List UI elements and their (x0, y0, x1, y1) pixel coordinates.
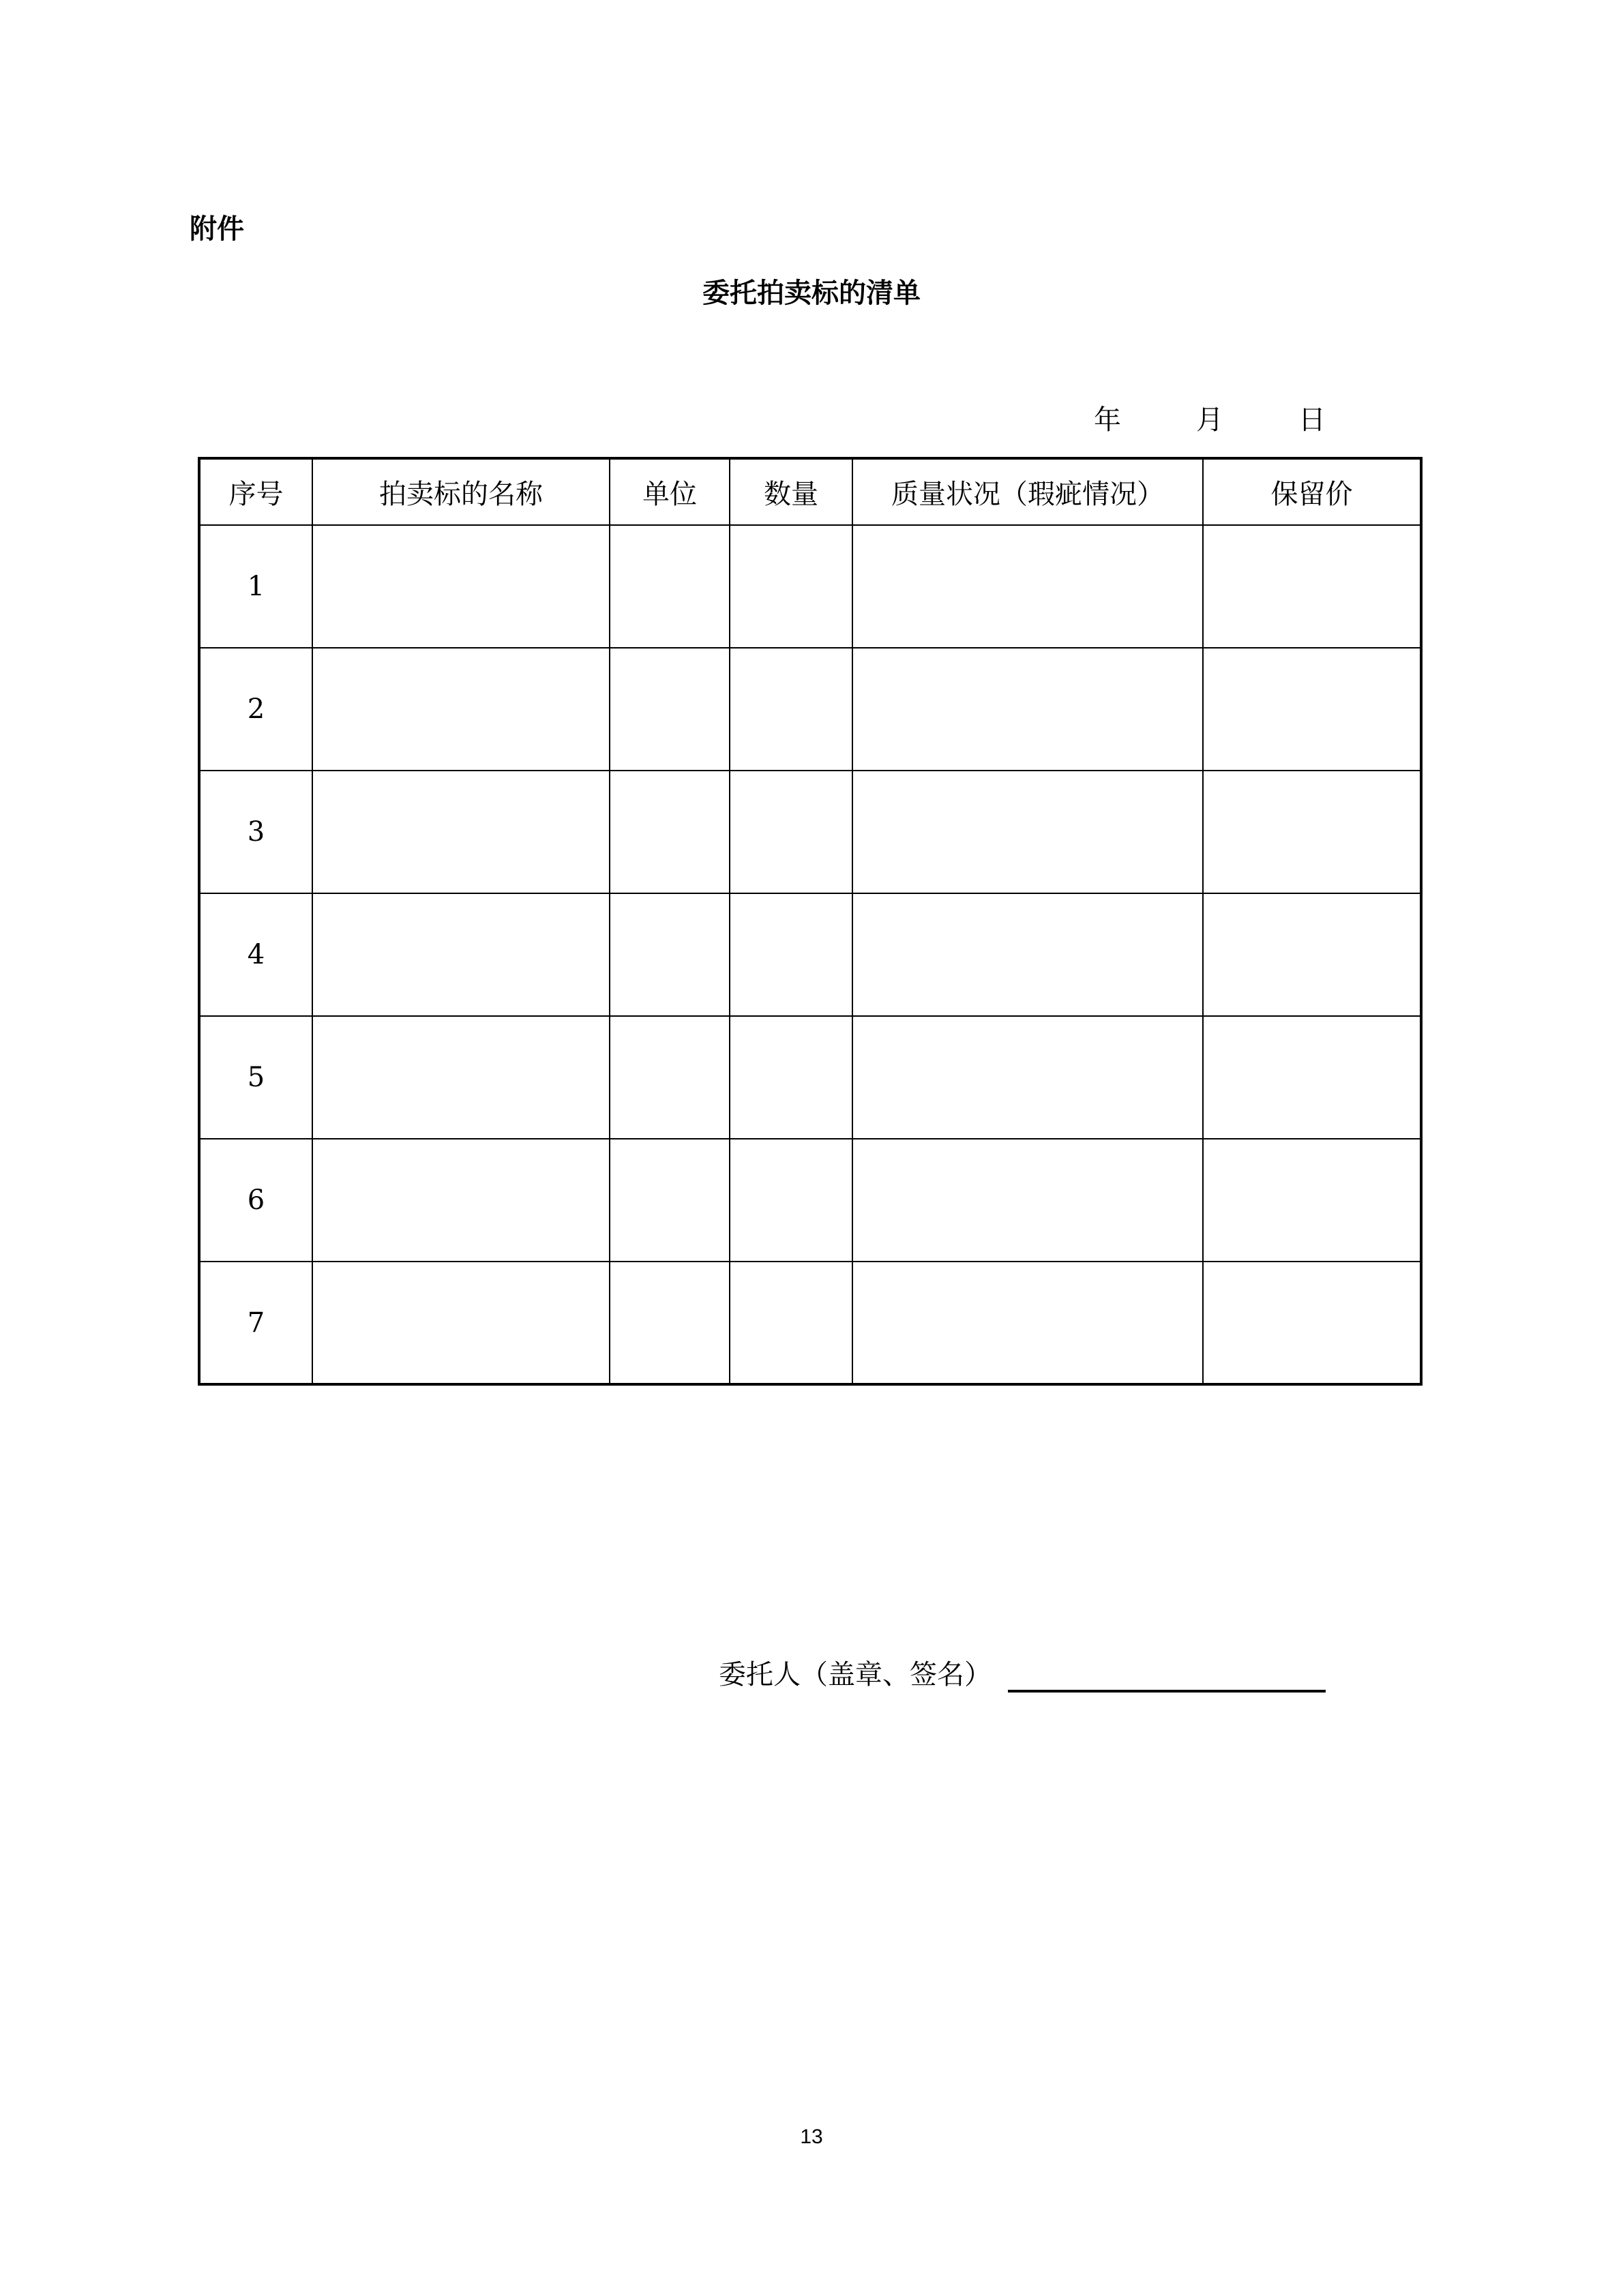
page-title: 委托拍卖标的清单 (702, 278, 921, 309)
row-number-cell: 2 (199, 648, 312, 771)
quantity-cell[interactable] (730, 525, 852, 648)
quality-cell[interactable] (852, 1139, 1203, 1262)
column-header-item-name: 拍卖标的名称 (312, 458, 610, 525)
unit-cell[interactable] (610, 893, 730, 1016)
unit-cell[interactable] (610, 771, 730, 893)
auction-items-table (198, 457, 1423, 1386)
unit-cell[interactable] (610, 1139, 730, 1262)
item-name-cell[interactable] (312, 1139, 610, 1262)
row-number-cell: 5 (199, 1016, 312, 1139)
row-number-cell: 6 (199, 1139, 312, 1262)
quantity-cell[interactable] (730, 1139, 852, 1262)
table-row (199, 648, 1421, 771)
date-year-label: 年 (1094, 404, 1121, 436)
column-header-reserve-price: 保留价 (1203, 458, 1421, 525)
table-row (199, 893, 1421, 1016)
unit-cell[interactable] (610, 525, 730, 648)
reserve-price-cell[interactable] (1203, 1016, 1421, 1139)
quantity-cell[interactable] (730, 1016, 852, 1139)
table-header-row (199, 458, 1421, 525)
item-name-cell[interactable] (312, 771, 610, 893)
reserve-price-cell[interactable] (1203, 648, 1421, 771)
quantity-cell[interactable] (730, 893, 852, 1016)
quality-cell[interactable] (852, 1262, 1203, 1384)
quality-cell[interactable] (852, 525, 1203, 648)
item-name-cell[interactable] (312, 648, 610, 771)
quality-cell[interactable] (852, 771, 1203, 893)
unit-cell[interactable] (610, 1262, 730, 1384)
row-number-cell: 4 (199, 893, 312, 1016)
quality-cell[interactable] (852, 648, 1203, 771)
row-number-cell: 1 (199, 525, 312, 648)
item-name-cell[interactable] (312, 1016, 610, 1139)
reserve-price-cell[interactable] (1203, 525, 1421, 648)
signature-label: 委托人（盖章、签名） (719, 1659, 992, 1690)
item-name-cell[interactable] (312, 1262, 610, 1384)
unit-cell[interactable] (610, 648, 730, 771)
signature-field[interactable] (1008, 1690, 1326, 1693)
quantity-cell[interactable] (730, 1262, 852, 1384)
reserve-price-cell[interactable] (1203, 1262, 1421, 1384)
table-row (199, 1016, 1421, 1139)
quantity-cell[interactable] (730, 648, 852, 771)
quantity-cell[interactable] (730, 771, 852, 893)
row-number-cell: 3 (199, 771, 312, 893)
unit-cell[interactable] (610, 1016, 730, 1139)
column-header-quantity: 数量 (730, 458, 852, 525)
quality-cell[interactable] (852, 1016, 1203, 1139)
column-header-unit: 单位 (610, 458, 730, 525)
item-name-cell[interactable] (312, 525, 610, 648)
item-name-cell[interactable] (312, 893, 610, 1016)
row-number-cell: 7 (199, 1262, 312, 1384)
column-header-no: 序号 (199, 458, 312, 525)
reserve-price-cell[interactable] (1203, 1139, 1421, 1262)
attachment-label: 附件 (190, 213, 244, 245)
date-day-label: 日 (1298, 404, 1326, 436)
table-row (199, 1262, 1421, 1384)
page-number: 13 (800, 2126, 823, 2148)
reserve-price-cell[interactable] (1203, 893, 1421, 1016)
column-header-quality: 质量状况（瑕疵情况） (852, 458, 1203, 525)
reserve-price-cell[interactable] (1203, 771, 1421, 893)
date-month-label: 月 (1196, 404, 1223, 436)
table-row (199, 771, 1421, 893)
quality-cell[interactable] (852, 893, 1203, 1016)
table-row (199, 525, 1421, 648)
table-row (199, 1139, 1421, 1262)
